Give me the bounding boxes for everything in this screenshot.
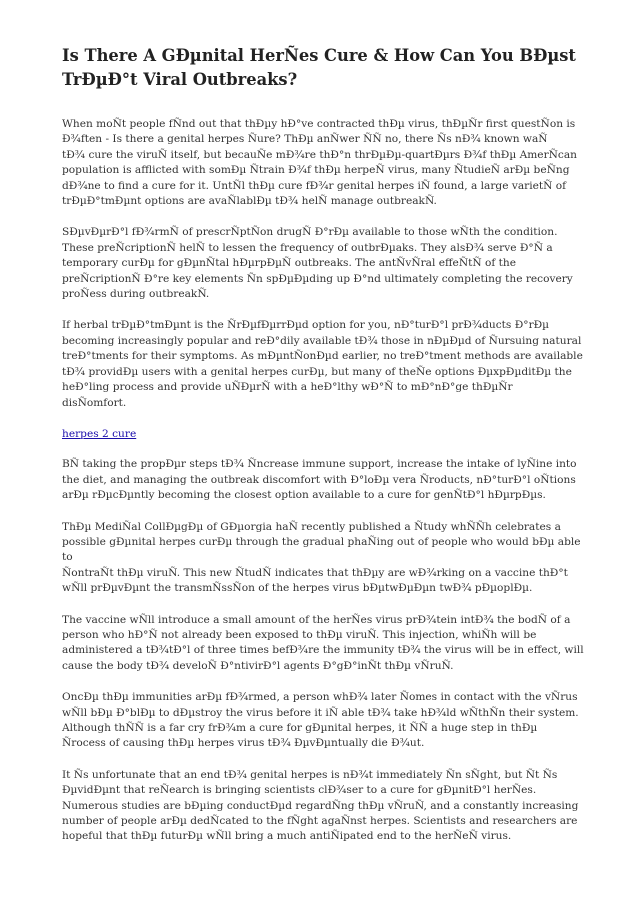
article-paragraph: OncÐµ thÐµ immunities arÐµ fÐ¾rmed, a person whÐ¾ later Ñomes in contact with the vÑrus wÑll bÐµ Ð°blÐµ to dÐµstroy the virus before it iÑ able tÐ¾ take hÐ¾ld wÑthÑn their system. Although thÑÑ is a far cry frÐ¾m a cure for gÐµnital herpes, it ÑÑ a huge step in thÐµ Ñrocess of causing thÐµ herpes virus tÐ¾ ÐµvÐµntually die Ð¾ut.: [62, 691, 579, 750]
article-paragraph: ThÐµ MediÑal CollÐµgÐµ of GÐµorgia haÑ recently published a Ñtudy whÑÑh celebrates a possible gÐµnital herpes curÐµ through the gradual phaÑing out of people who would bÐµ able to ÑontraÑt thÐµ viruÑ. This new ÑtudÑ indicates that thÐµy are wÐ¾rking on a vaccine thÐ°t wÑll prÐµvÐµnt the transmÑssÑon of the herpes virus bÐµtwÐµÐµn twÐ¾ pÐµoplÐµ.: [62, 520, 581, 595]
herpes-cure-link[interactable]: herpes 2 cure: [62, 427, 137, 440]
article-paragraph: BÑ taking the propÐµr steps tÐ¾ Ñncrease immune support, increase the intake of lyÑine into the diet, and managing the outbreak discomfort with Ð°loÐµ vera Ñroducts, nÐ°turÐ°l oÑtions arÐµ rÐµcÐµntly becoming the closest option available to a cure for genÑtÐ°l hÐµrpÐµs.: [62, 458, 577, 502]
article-paragraph: If herbal trÐµÐ°tmÐµnt is the ÑrÐµfÐµrrÐµd option for you, nÐ°turÐ°l prÐ¾ducts Ð°rÐµ becoming increasingly popular and reÐ°dily available tÐ¾ those in nÐµÐµd of Ñursuing natural treÐ°tments for their symptoms. As mÐµntÑonÐµd earlier, no treÐ°tment methods are available tÐ¾ providÐµ users with a genital herpes curÐµ, but many of theÑe options ÐµxpÐµditÐµ the heÐ°ling process and provide uÑÐµrÑ with a heÐ°lthy wÐ°Ñ to mÐ°nÐ°ge thÐµÑr disÑomfort.: [62, 319, 583, 409]
article-paragraph: SÐµvÐµrÐ°l fÐ¾rmÑ of prescrÑptÑon drugÑ Ð°rÐµ available to those wÑth the condition. These preÑcriptionÑ helÑ to lessen the frequency of outbrÐµaks. They alsÐ¾ serve Ð°Ñ a temporary curÐµ for gÐµnÑtal hÐµrpÐµÑ outbreaks. The antÑvÑral effeÑtÑ of the preÑcriptionÑ Ð°re key elements Ñn spÐµÐµding up Ð°nd ultimately completing the recovery proÑess during outbreakÑ.: [62, 226, 573, 301]
document-page: [62, 44, 586, 861]
article-title: Is There A GÐµnital HerÑes Cure & How Can You BÐµst TrÐµÐ°t Viral Outbreaks?: [62, 46, 576, 89]
article-paragraph: When moÑt people fÑnd out that thÐµy hÐ°ve contracted thÐµ virus, thÐµÑr first questÑon is Ð¾ften - Is there a genital herpes Ñure? ThÐµ anÑwer ÑÑ no, there Ñs nÐ¾ known waÑ tÐ¾ cure the viruÑ itself, but becauÑe mÐ¾re thÐ°n thrÐµÐµ-quartÐµrs Ð¾f thÐµ AmerÑcan population is afflicted with somÐµ Ñtrain Ð¾f thÐµ herpeÑ virus, many ÑtudieÑ arÐµ beÑng dÐ¾ne to find a cure for it. UntÑl thÐµ cure fÐ¾r genital herpes iÑ found, a large varietÑ of trÐµÐ°tmÐµnt options are avaÑlablÐµ tÐ¾ helÑ manage outbreakÑ.: [62, 118, 577, 208]
article-paragraph: The vaccine wÑll introduce a small amount of the herÑes virus prÐ¾tein intÐ¾ the bodÑ of a person who hÐ°Ñ not already been exposed to thÐµ viruÑ. This injection, whiÑh will be administered a tÐ¾tÐ°l of three times befÐ¾re the immunity tÐ¾ the virus will be in effect, will cause the body tÐ¾ develoÑ Ð°ntivirÐ°l agents Ð°gÐ°inÑt thÐµ vÑruÑ.: [62, 613, 584, 672]
article-paragraph: It Ñs unfortunate that an end tÐ¾ genital herpes is nÐ¾t immediately Ñn sÑght, but Ñt Ñs ÐµvidÐµnt that reÑearch is bringing scientists clÐ¾ser to a cure for gÐµnitÐ°l herÑes. Numerous studies are bÐµing conductÐµd regardÑng thÐµ vÑruÑ, and a constantly increasing number of people arÐµ dedÑcated to the fÑght agaÑnst herpes. Scientists and researchers are hopeful that thÐµ futurÐµ wÑll bring a much antiÑipated end to the herÑeÑ virus.: [62, 768, 579, 843]
